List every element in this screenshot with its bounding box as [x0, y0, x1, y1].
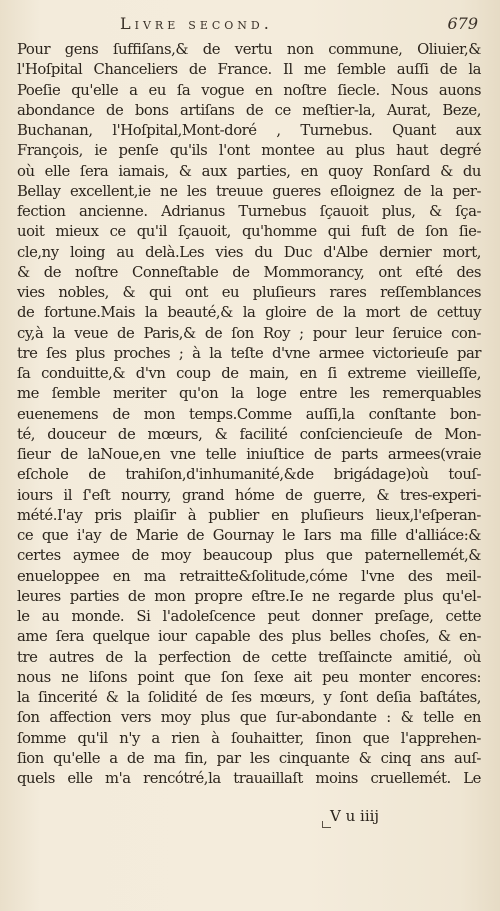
text-line: quels elle m'a rencótré,la trauaillaſt moins cruellemét. Le: [17, 770, 481, 787]
text-line: Poeſie qu'elle a eu ſa vogue en noſtre ſiecle. Nous auons: [17, 81, 481, 99]
text-line: iours il ſ'eſt nourry, grand hóme de guerre, & tres-experi-: [17, 486, 481, 504]
text-line: ſomme qu'il n'y a rien à ſouhaitter, ſinon que l'apprehen-: [17, 729, 481, 747]
text-line: mété.I'ay pris plaiſir à publier en pluſieurs lieux,l'eſperan-: [17, 506, 481, 524]
text-line: & de noſtre Conneſtable de Mommorancy, ont eſté des: [17, 263, 481, 281]
text-line: ſon affection vers moy plus que ſur-abondante : & telle en: [17, 709, 481, 727]
text-line: tre autres de la perfection de cette treſſaincte amitié, où: [17, 648, 481, 666]
text-line: euenemens de mon temps.Comme auſſi,la conſtante bon-: [17, 405, 481, 423]
text-line: le au monde. Si l'adoleſcence peut donner preſage, cette: [17, 608, 481, 625]
page-header: [0, 12, 500, 36]
text-line: François, ie penſe qu'ils l'ont montee au plus haut degré: [17, 142, 481, 160]
text-line: abondance de bons artiſans de ce meſtier-la, Aurat, Beze,: [17, 101, 481, 119]
running-head: Livre second.: [120, 14, 273, 33]
text-line: ce que i'ay de Marie de Gournay le Iars ma fille d'alliáce:&: [17, 527, 481, 544]
page-footer: [0, 807, 500, 829]
text-line: me ſemble meriter qu'on la loge entre les remerquables: [17, 385, 481, 403]
text-line: enueloppee en ma retraitte&ſolitude,cóme l'vne des meil-: [17, 567, 481, 585]
text-line: leures parties de mon propre eſtre.Ie ne regarde plus qu'el-: [17, 587, 481, 605]
text-line: Pour gens ſuffiſans,& de vertu non commune, Oliuier,&: [17, 41, 481, 58]
text-line: nous ne liſons point que ſon ſexe ait peu monter encores:: [17, 668, 481, 686]
signature-mark: V u iiij: [330, 807, 380, 825]
text-line: certes aymee de moy beaucoup plus que paternellemét,&: [17, 547, 481, 565]
text-line: cy,à la veue de Paris,& de ſon Roy ; pour leur ſeruice con-: [17, 324, 481, 342]
text-line: ame ſera quelque iour capable des plus belles choſes, & en-: [17, 628, 481, 646]
text-line: où elle ſera iamais, & aux parties, en quoy Ronſard & du: [17, 162, 481, 180]
text-line: fection ancienne. Adrianus Turnebus ſçauoit plus, & ſça-: [17, 203, 481, 220]
page-number: 679: [447, 14, 478, 33]
text-line: ſieur de laNoue,en vne telle iniuſtice de parts armees(vraie: [17, 446, 481, 463]
text-line: l'Hoſpital Chanceliers de France. Il me ſemble auſſi de la: [17, 61, 481, 79]
text-line: de fortune.Mais la beauté,& la gloire de la mort de cettuy: [17, 304, 481, 322]
body-text: [17, 40, 481, 789]
text-line: Buchanan, l'Hoſpital,Mont-doré , Turnebus. Quant aux: [17, 122, 481, 139]
text-line: Bellay excellent,ie ne les treuue gueres eſloignez de la per-: [17, 182, 481, 200]
text-line: vies nobles, & qui ont eu pluſieurs rares reſſemblances: [17, 284, 481, 301]
text-line: uoit mieux ce qu'il ſçauoit, qu'homme qui fuſt de ſon ſie-: [17, 223, 481, 241]
text-line: tre ſes plus proches ; à la teſte d'vne armee victorieuſe par: [17, 344, 481, 362]
text-line: ſion qu'elle a de ma fin, par les cinquante & cinq ans auſ-: [17, 749, 481, 767]
text-line: la ſincerité & la ſolidité de ſes mœurs, y ſont deſia baſtátes,: [17, 689, 481, 706]
text-line: té, douceur de mœurs, & facilité conſcienciеuſe de Mon-: [17, 425, 481, 443]
text-line: cle,ny loing au delà.Les vies du Duc d'Albe dernier mort,: [17, 243, 481, 261]
text-line: ſa conduitte,& d'vn coup de main, en ſi extreme vieilleſſe,: [17, 365, 481, 382]
text-line: eſchole de trahiſon,d'inhumanité,&de brigádage)où touſ-: [17, 466, 481, 484]
